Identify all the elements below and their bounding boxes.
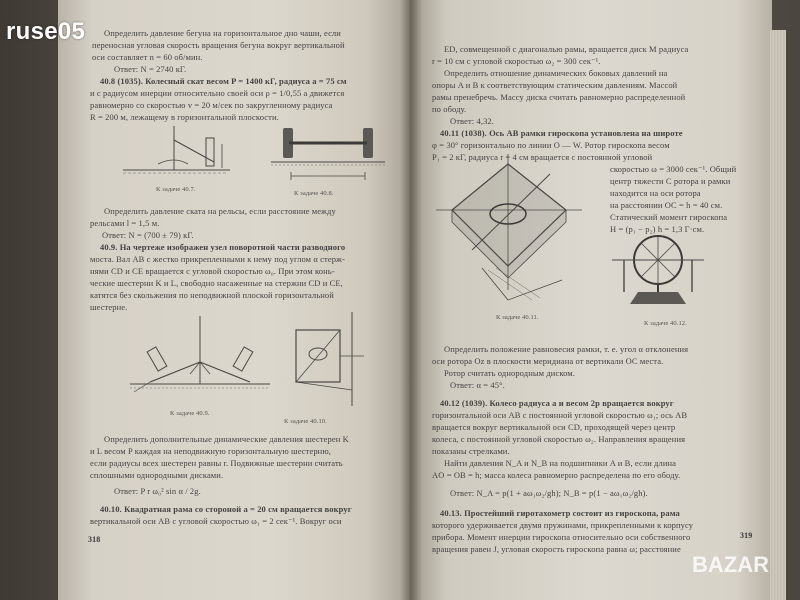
text-line: Статический момент гироскопа [610,212,728,222]
text-line: прибора. Момент инерции гироскопа относительно оси собственного [432,532,691,542]
text-line: R = 200 м, лежащему в горизонтальной плоскости. [90,112,279,122]
text-line: центр тяжести C ротора и рамки [610,176,731,186]
text-line: равномерно со скоростью v = 20 м/сек по закругленному радиуса [90,100,333,110]
text-line: Определить положение равновесия рамки, т. е. угол α отклонения [444,344,689,354]
text-line: сплошными однородными дисками. [90,470,224,480]
text-line: Ответ: 4,32. [450,116,494,126]
text-line: Ответ: N_A = p(1 + aω₁ω₂/gh); N_B = p(1 − aω₁ω₂/gh). [450,488,648,498]
text-line: 40.11 (1038). Ось AB рамки гироскопа установлена на широте [440,128,683,138]
text-line: ческие шестерни K и L, свободно насаженные на стержни CD и CE, [90,278,343,288]
figure-caption: К задаче 40.12. [644,320,687,327]
text-line: шестерне. [90,302,128,312]
text-line: Ответ: P r ω₀² sin α / 2g. [114,486,201,496]
figure-40-7 [118,120,238,182]
text-line: Определить давление бегуна на горизонтальное дно чаши, если [104,28,341,38]
text-line: моста. Вал AB с жестко прикрепленными к нему под углом α стерж- [90,254,345,264]
figure-caption: К задаче 40.10. [284,418,327,425]
text-line: 40.10. Квадратная рама со стороной a = 20 см вращается вокруг [100,504,352,514]
text-line: φ = 30° горизонтально по линии O — W. Ротор гироскопа весом [432,140,670,150]
text-line: Определить давление ската на рельсы, если расстояние между [104,206,336,216]
text-line: 40.9. На чертеже изображен узел поворотной части разводного [100,242,346,252]
text-line: рельсами l = 1,5 м. [90,218,160,228]
text-line: вертикальной оси AB с угловой скоростью ω₁ = 2 сек⁻¹. Вокруг оси [90,516,342,526]
text-line: Ответ: α = 45°. [450,380,505,390]
text-line: Определить отношение динамических боковых давлений на [444,68,668,78]
text-line: Ответ: N = 2740 кГ. [114,64,187,74]
text-line: Определить дополнительные динамические давления шестерен K [104,434,349,444]
text-line: опоры A и B к соответствующим статическим давлениям. Массой [432,80,678,90]
figure-40-11 [432,150,602,310]
text-line: горизонтальной оси AB с постоянной угловой скоростью ω₁; ось AB [432,410,688,420]
text-line: P₁ = 2 кГ, радиуса r = 4 см вращается с постоянной угловой [432,152,653,162]
text-line: переносная угловая скорость вращения бегуна вокруг вертикальной [92,40,345,50]
text-line: катятся без скольжения по неподвижной плоской горизонтальной [90,290,334,300]
page-number: 318 [88,535,101,544]
text-line: AO = OB = h; масса колеса равномерно распределена по его ободу. [432,470,681,480]
figure-caption: К задаче 40.9. [170,410,210,417]
text-line: по ободу. [432,104,467,114]
text-line: и L весом P каждая на неподвижную горизонтальную шестерню, [90,446,332,456]
text-line: и с радиусом инерции относительно своей оси ρ = 1/0,55 a движется [90,88,345,98]
text-line: 40.13. Простейший гиротахометр состоит из гироскопа, рама [440,508,680,518]
text-line: скоростью ω = 3000 сек⁻¹. Общий [610,164,737,174]
text-line: ED, совмещенной с диагональю рамы, вращается диск M радиуса [444,44,689,54]
page-number: 319 [740,531,753,540]
text-line: H = (p₁ − p₂) h = 1,3 Г·см. [610,224,705,234]
left-page [58,0,410,600]
text-line: Найти давления N_A и N_B на подшипники A и B, если длина [444,458,676,468]
ruse05-logo: ruse05 [6,18,86,45]
text-line: вращается вокруг вертикальной оси CD, проходящей через центр [432,422,676,432]
text-line: Ротор считать однородным диском. [444,368,576,378]
figure-40-10 [282,310,382,410]
text-line: оси составляет n = 60 об/мин. [92,52,203,62]
right-page [410,0,772,600]
text-line: рамы пренебречь. Массу диска считать равномерно распределенной [432,92,686,102]
book-gutter-shadow [400,0,422,600]
text-line: r = 10 см с угловой скоростью ω₂ = 300 сек⁻¹. [432,56,601,66]
figure-40-12 [608,226,718,310]
text-line: 40.12 (1039). Колесо радиуса a и весом 2p вращается вокруг [440,398,674,408]
text-line: которого удерживается двумя пружинами, прикрепленными к корпусу [432,520,694,530]
figure-caption: К задаче 40.8. [294,190,334,197]
figure-caption: К задаче 40.11. [496,314,539,321]
text-line: колеса, с постоянной угловой скоростью ω₂. Направления вращения [432,434,686,444]
page-edges [770,30,786,600]
text-line: на расстоянии OC = h = 40 см. [610,200,723,210]
text-line: находится на оси ротора [610,188,701,198]
text-line: вращения равен J, угловая скорость гироскопа равна ω; расстояние [432,544,681,554]
text-line: 40.8 (1035). Колесный скат весом P = 1400 кГ, радиуса a = 75 см [100,76,347,86]
figure-40-8 [263,118,393,196]
text-line: Ответ: N = (700 ± 79) кГ. [102,230,194,240]
bazar-watermark: BAZAR [692,552,769,577]
text-line: нями CD и CE вращается с угловой скоростью ω₀. При этом конь- [90,266,335,276]
text-line: если радиусы всех шестерен равны r. Подвижные шестерни считать [90,458,343,468]
figure-caption: К задаче 40.7. [156,186,196,193]
text-line: оси ротора Oz в плоскости меридиана от вертикали OC места. [432,356,664,366]
figure-40-9 [120,312,280,404]
text-line: показаны стрелками. [432,446,510,456]
